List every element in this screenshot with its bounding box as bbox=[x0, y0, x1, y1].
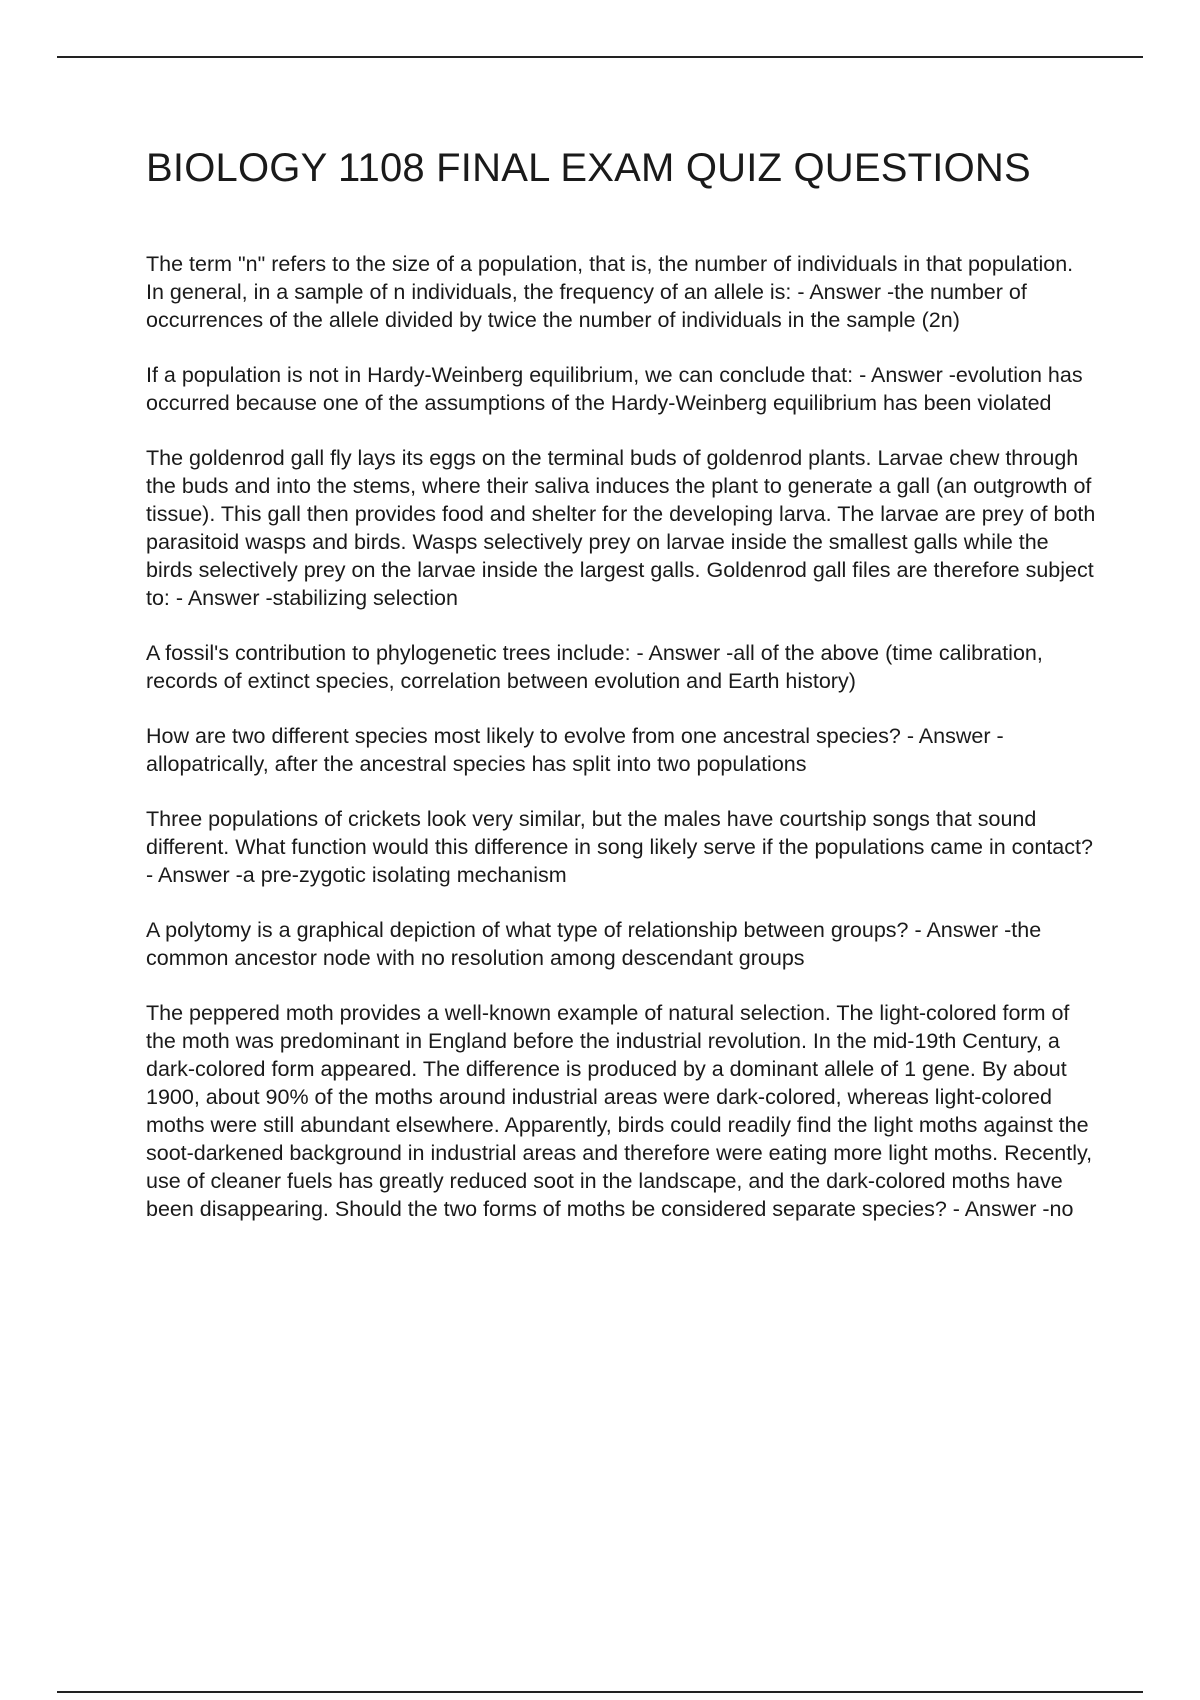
question-text: The goldenrod gall fly lays its eggs on the terminal buds of goldenrod plants. Larvae chew through the buds and into the stems, where their saliva induces the plant to generate a gall (an outgrowth of tissue). This gall then provides food and shelter for the developing larva. The larvae are prey of both parasitoid wasps and birds. Wasps selectively prey on larvae inside the smallest galls while the birds selectively prey on the larvae inside the largest galls. Goldenrod gall files are therefore subject to: - bbox=[146, 446, 1096, 610]
answer-text: Answer -no bbox=[964, 1197, 1074, 1221]
answer-text: Answer -allopatrically, after the ancestral species has split into two populations bbox=[146, 724, 1004, 776]
question-text: Three populations of crickets look very similar, but the males have courtship songs that sound different. What function would this difference in song likely serve if the populations came in contact? - bbox=[146, 807, 1093, 887]
document-title: BIOLOGY 1108 FINAL EXAM QUIZ QUESTIONS bbox=[146, 146, 1031, 190]
question-text: The peppered moth provides a well-known example of natural selection. The light-colored form of the moth was predominant in England before the industrial revolution. In the mid-19th Century, a dark-colored form appeared. The difference is produced by a dominant allele of 1 gene. By about 1900, about 90% of the moths around industrial areas were dark-colored, whereas light-colored moths were still abundant elsewhere. Apparently, birds could readily find the light moths against the soot-darkened background in industrial areas and therefore were eating more light moths. Recently, use of cleaner fuels has greatly reduced soot in the landscape, and the dark-colored moths have been disappearing. Should the two forms of moths be considered separate species? - bbox=[146, 1001, 1093, 1221]
qa-item bbox=[146, 805, 1096, 889]
qa-item bbox=[146, 361, 1096, 417]
answer-text: Answer -stabilizing selection bbox=[187, 586, 458, 610]
answer-text: Answer -the common ancestor node with no resolution among descendant groups bbox=[146, 918, 1042, 970]
question-text: The term "n" refers to the size of a population, that is, the number of individuals in that population. In general, in a sample of n individuals, the frequency of an allele is: - bbox=[146, 252, 1074, 304]
qa-item bbox=[146, 250, 1096, 334]
qa-item bbox=[146, 444, 1096, 612]
question-text: If a population is not in Hardy-Weinberg equilibrium, we can conclude that: - bbox=[146, 363, 867, 387]
answer-text: Answer -a pre-zygotic isolating mechanism bbox=[157, 863, 567, 887]
document-body bbox=[146, 142, 1096, 1250]
answer-text: Answer -evolution has occurred because one of the assumptions of the Hardy-Weinberg equilibrium has been violated bbox=[146, 363, 1083, 415]
question-text: A polytomy is a graphical depiction of what type of relationship between groups? - bbox=[146, 918, 922, 942]
question-text: A fossil's contribution to phylogenetic trees include: - bbox=[146, 641, 644, 665]
top-divider bbox=[57, 56, 1143, 58]
qa-item bbox=[146, 722, 1096, 778]
answer-text: Answer -all of the above (time calibration, records of extinct species, correlation between evolution and Earth history) bbox=[146, 641, 1043, 693]
qa-item bbox=[146, 916, 1096, 972]
bottom-divider bbox=[57, 1691, 1143, 1693]
qa-item bbox=[146, 999, 1096, 1223]
question-text: How are two different species most likely to evolve from one ancestral species? - bbox=[146, 724, 914, 748]
answer-text: Answer -the number of occurrences of the allele divided by twice the number of individuals in the sample (2n) bbox=[146, 280, 1027, 332]
qa-item bbox=[146, 639, 1096, 695]
